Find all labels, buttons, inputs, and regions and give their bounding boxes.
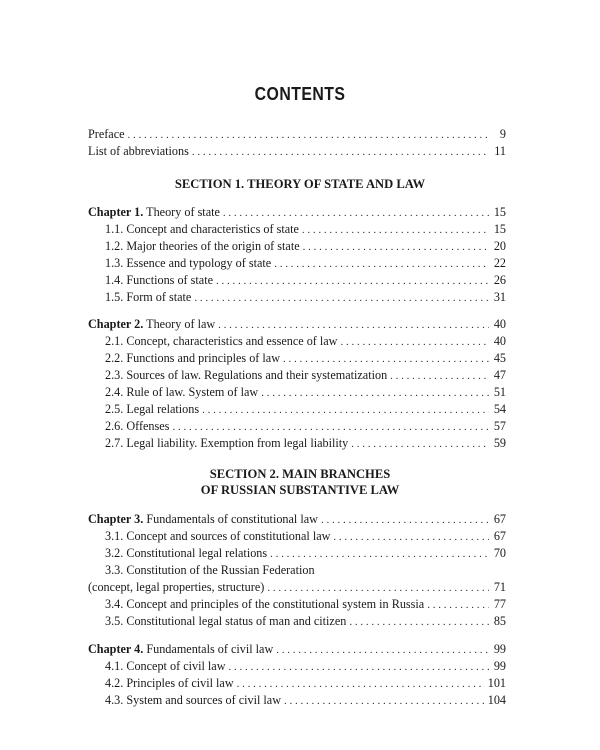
dot-leader (349, 614, 489, 630)
toc-entry-label: 3.5. Constitutional legal status of man and citizen (105, 614, 347, 628)
dot-leader (128, 127, 489, 143)
toc-entry-label: (concept, legal properties, structure) (88, 580, 265, 594)
toc-entry (105, 435, 506, 451)
dot-leader (302, 222, 489, 238)
dot-leader (341, 334, 490, 350)
toc-entry-label: 4.3. System and sources of civil law (105, 693, 282, 707)
dot-leader (261, 385, 489, 401)
toc-page-number: 26 (493, 273, 506, 287)
chapter-title: Fundamentals of constitutional law (146, 512, 318, 526)
toc-page-number: 45 (493, 351, 506, 365)
toc-entry-label: 2.2. Functions and principles of law (105, 351, 280, 365)
toc-entry (105, 333, 506, 349)
toc-page-number: 22 (493, 256, 506, 270)
toc-entry (88, 579, 506, 595)
toc-entry-label: 1.1. Concept and characteristics of state (105, 222, 299, 236)
dot-leader (172, 419, 489, 435)
toc-entry (105, 613, 506, 629)
dot-leader (321, 512, 489, 528)
chapter-prefix: Chapter 3. (88, 512, 144, 526)
chapter-prefix: Chapter 1. (88, 205, 144, 219)
dot-leader (351, 436, 489, 452)
toc-page-number: 31 (493, 290, 506, 304)
toc-entry (105, 692, 506, 708)
toc-entry-label: List of abbreviations (88, 144, 189, 158)
toc-page-number: 47 (493, 368, 506, 382)
chapter-prefix: Chapter 4. (88, 642, 144, 656)
dot-leader (194, 290, 489, 306)
toc-entry-label: 1.3. Essence and typology of state (105, 256, 272, 270)
toc-entry (105, 367, 506, 383)
toc-page-number: 51 (493, 385, 506, 399)
toc-page-number: 15 (493, 205, 506, 219)
chapter-prefix: Chapter 2. (88, 317, 144, 331)
dot-leader (223, 205, 489, 221)
toc-page-number: 67 (493, 529, 506, 543)
dot-leader (284, 693, 485, 709)
toc-page-number: 99 (493, 659, 506, 673)
toc-page-number: 40 (493, 317, 506, 331)
toc-entry-label: 1.4. Functions of state (105, 273, 213, 287)
toc-entry-abbreviations (88, 143, 506, 159)
toc-entry (105, 418, 506, 434)
toc-entry-label: 3.2. Constitutional legal relations (105, 546, 268, 560)
section-heading: SECTION 1. THEORY OF STATE AND LAW (174, 177, 426, 191)
dot-leader (303, 239, 489, 255)
dot-leader (270, 546, 489, 562)
toc-entry-label: 4.1. Concept of civil law (105, 659, 226, 673)
toc-entry (105, 658, 506, 674)
toc-entry (105, 255, 506, 271)
dot-leader (333, 529, 489, 545)
toc-page-number: 11 (494, 144, 506, 158)
dot-leader (267, 580, 489, 596)
toc-page-number: 9 (499, 127, 506, 141)
toc-entry-label: 3.3. Constitution of the Russian Federation (105, 563, 315, 577)
toc-entry (105, 545, 506, 561)
toc-page-number: 101 (487, 676, 506, 690)
dot-leader (192, 144, 489, 160)
dot-leader (390, 368, 489, 384)
toc-page-number: 70 (493, 546, 506, 560)
dot-leader (202, 402, 489, 418)
toc-page-number: 57 (493, 419, 506, 433)
chapter-title: Theory of law (146, 317, 216, 331)
toc-entry (105, 289, 506, 305)
dot-leader (276, 642, 489, 658)
toc-page-number: 67 (493, 512, 506, 526)
toc-entry-label: 3.4. Concept and principles of the constitutional system in Russia (105, 597, 425, 611)
toc-entry (105, 401, 506, 417)
toc-entry-label: Preface (88, 127, 125, 141)
toc-page-number: 40 (493, 334, 506, 348)
dot-leader (427, 597, 489, 613)
toc-entry-label (88, 204, 220, 220)
toc-entry-label: 2.7. Legal liability. Exemption from legal liability (105, 436, 349, 450)
toc-entry (105, 350, 506, 366)
toc-entry (105, 238, 506, 254)
dot-leader (274, 256, 489, 272)
dot-leader (229, 659, 490, 675)
toc-entry-label (88, 641, 273, 657)
dot-leader (283, 351, 489, 367)
toc-entry (105, 528, 506, 544)
toc-entry-label (88, 316, 215, 332)
toc-entry (105, 384, 506, 400)
toc-entry-label: 2.3. Sources of law. Regulations and their systematization (105, 368, 388, 382)
toc-page-number: 99 (493, 642, 506, 656)
toc-chapter-1 (88, 204, 506, 220)
toc-page-number: 77 (493, 597, 506, 611)
toc-page-number: 15 (493, 222, 506, 236)
toc-entry-label: 1.5. Form of state (105, 290, 192, 304)
toc-page-number: 85 (493, 614, 506, 628)
toc-entry-label (88, 511, 318, 527)
toc-chapter-4 (88, 641, 506, 657)
toc-entry-label: 2.4. Rule of law. System of law (105, 385, 259, 399)
toc-entry-label: 1.2. Major theories of the origin of state (105, 239, 300, 253)
toc-page-number: 20 (493, 239, 506, 253)
dot-leader (237, 676, 485, 692)
toc-page-number: 71 (493, 580, 506, 594)
toc-page-number: 104 (487, 693, 506, 707)
toc-entry (105, 675, 506, 691)
toc-entry (105, 272, 506, 288)
toc-entry-preface (88, 126, 506, 142)
toc-entry-label: 2.6. Offenses (105, 419, 170, 433)
dot-leader (216, 273, 489, 289)
section-heading: SECTION 2. MAIN BRANCHES (209, 467, 391, 481)
toc-entry-label: 2.5. Legal relations (105, 402, 200, 416)
toc-entry-label: 2.1. Concept, characteristics and essence of law (105, 334, 338, 348)
toc-entry (105, 221, 506, 237)
section-heading-continued: OF RUSSIAN SUBSTANTIVE LAW (200, 483, 400, 497)
chapter-title: Theory of state (146, 205, 220, 219)
toc-entry-label: 3.1. Concept and sources of constitutional law (105, 529, 331, 543)
toc-chapter-2 (88, 316, 506, 332)
page-title: CONTENTS (254, 84, 346, 104)
toc-entry (105, 596, 506, 612)
toc-page-number: 54 (493, 402, 506, 416)
chapter-title: Fundamentals of civil law (146, 642, 274, 656)
toc-chapter-3 (88, 511, 506, 527)
toc-page-number: 59 (493, 436, 506, 450)
toc-entry-label: 4.2. Principles of civil law (105, 676, 234, 690)
dot-leader (218, 317, 489, 333)
